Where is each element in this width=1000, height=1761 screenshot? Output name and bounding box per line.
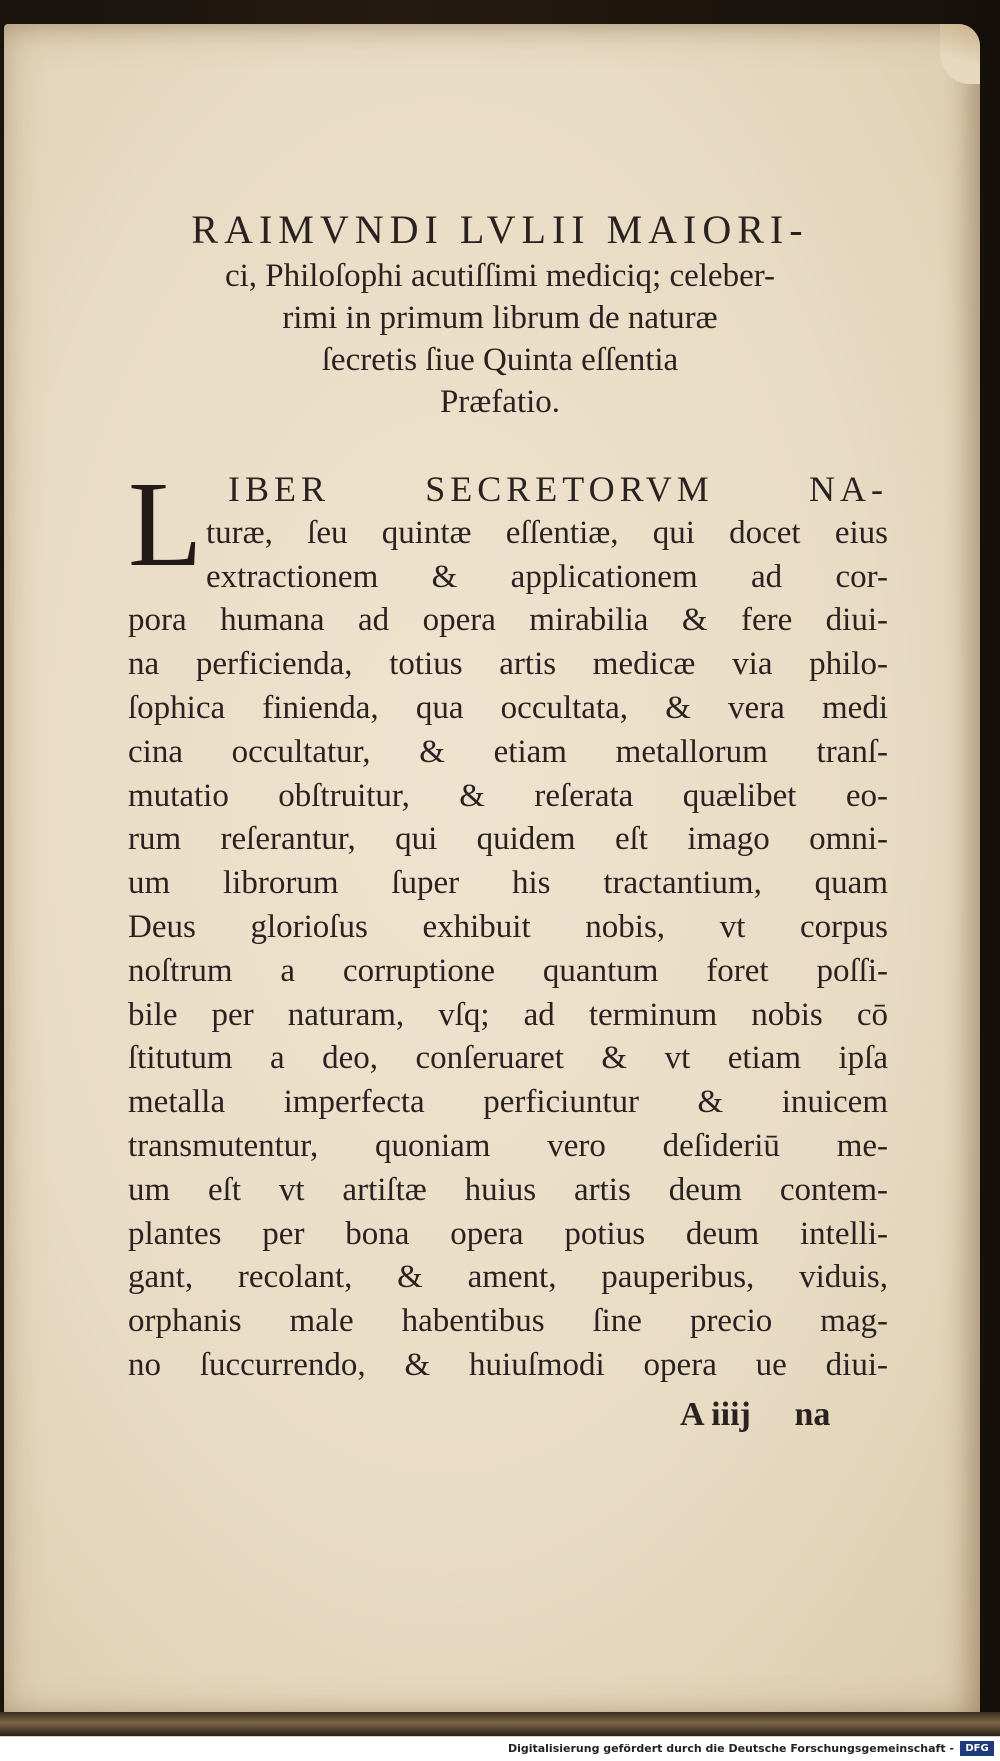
body-text [128, 457, 888, 1388]
text-line: IBER SECRETORVM NA- [228, 469, 888, 509]
heading-line: ci, Philoſophi acutiſſimi mediciq; celeber- [224, 258, 776, 294]
text-line: rum reſerantur, qui quidem eſt imago omni- [128, 821, 888, 858]
text-line: um eſt vt artiſtæ huius artis deum contem- [128, 1171, 888, 1208]
text-line: transmutentur, quoniam vero deſideriū me- [128, 1127, 888, 1164]
text-line: ſtitutum a deo, conſeruaret & vt etiam ipſa [128, 1040, 888, 1077]
text-line: mutatio obſtruitur, & reſerata quælibet eo- [128, 777, 888, 814]
page-signature [680, 1396, 880, 1434]
text-line: turæ, ſeu quintæ eſſentiæ, qui docet eius [206, 514, 888, 551]
heading-line: ſecretis ſiue Quinta eſſentia [321, 342, 679, 378]
text-line: pora humana ad opera mirabilia & fere diui- [128, 602, 888, 639]
footer-credit: Digitalisierung gefördert durch die Deutsche Forschungsgemeinschaft - [507, 1742, 954, 1755]
text-line: na perficienda, totius artis medicæ via philo- [128, 646, 888, 683]
signature-mark: A iiij [680, 1396, 751, 1433]
page-heading [100, 205, 900, 423]
text-line: noſtrum a corruptione quantum foret poſſi- [128, 952, 888, 989]
text-line: Deus glorioſus exhibuit nobis, vt corpus [128, 908, 888, 945]
digitization-footer [0, 1736, 1000, 1761]
heading-line: RAIMVNDI LVLII MAIORI- [191, 207, 809, 252]
text-line: bile per naturam, vſq; ad terminum nobis cō [128, 996, 888, 1033]
text-line: gant, recolant, & ament, pauperibus, viduis, [128, 1259, 888, 1296]
text-line: no ſuccurrendo, & huiuſmodi opera ue diui- [128, 1346, 888, 1383]
heading-line: rimi in primum librum de naturæ [282, 300, 718, 336]
text-line: plantes per bona opera potius deum intelli- [128, 1215, 888, 1252]
text-line: um librorum ſuper his tractantium, quam [128, 865, 888, 902]
text-line: ſophica finienda, qua occultata, & vera medi [128, 689, 888, 726]
page-corner [940, 24, 980, 84]
text-line: metalla imperfecta perficiuntur & inuicem [128, 1084, 888, 1121]
dfg-logo-icon: DFG [960, 1741, 994, 1756]
heading-line: Præfatio. [439, 384, 561, 420]
text-line: cina occultatur, & etiam metallorum tranſ- [128, 733, 888, 770]
drop-cap: L [128, 457, 203, 592]
text-line: orphanis male habentibus ſine precio mag- [128, 1303, 888, 1340]
catchword: na [794, 1396, 831, 1433]
text-line: extractionem & applicationem ad cor- [206, 558, 888, 595]
page-bottom-edge [0, 1712, 1000, 1736]
